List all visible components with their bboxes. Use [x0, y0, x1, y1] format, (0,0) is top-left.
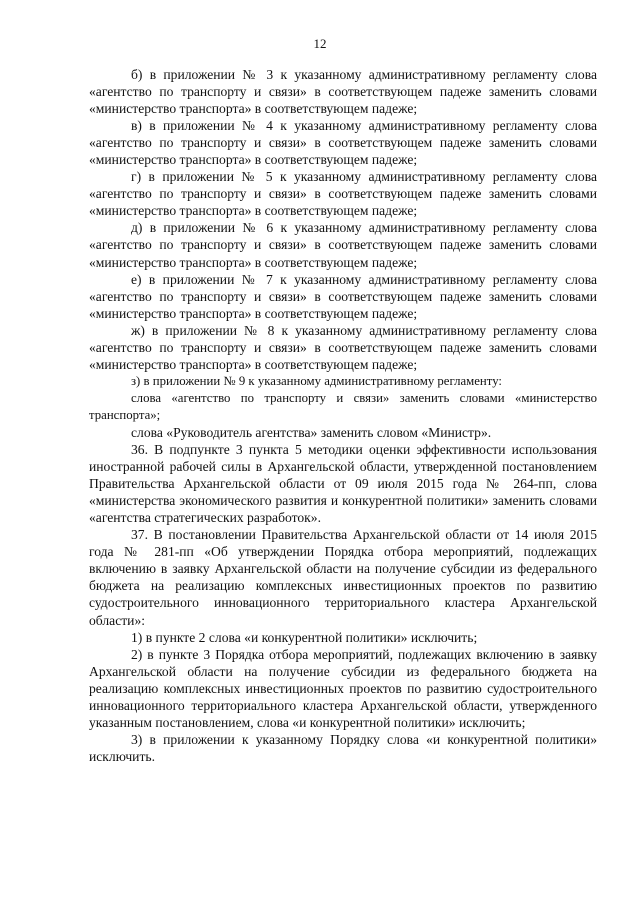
paragraph-37-item-3: 3) в приложении к указанному Порядку слова «и конкурентной политики» исключить. — [89, 731, 597, 764]
paragraph-item-d: д) в приложении № 6 к указанному административному регламенту слова «агентство по транспорту и связи» в соответствующем падеже заменить словами «министерство транспорта» в соответствующем падеже; — [89, 220, 597, 270]
paragraph-item-v: в) в приложении № 4 к указанному административному регламенту слова «агентство по транспорту и связи» в соответствующем падеже заменить словами «министерство транспорта» в соответствующем падеже; — [89, 118, 597, 168]
paragraph-37-item-1: 1) в пункте 2 слова «и конкурентной политики» исключить; — [131, 629, 478, 645]
paragraph-item-z-sub-1: слова «агентство по транспорту и связи» заменить словами «министерство транспорта»; — [89, 390, 597, 422]
paragraph-36: 36. В подпункте 3 пункта 5 методики оценки эффективности использования иностранной рабочей силы в Архангельской области, утвержденной постановлением Правительства Архангельской области от 09 июля 2015 года № 264-пп, слова «министерства экономического развития и конкурентной политики» заменить словами «агентства стратегических разработок». — [89, 442, 597, 526]
paragraph-item-zh: ж) в приложении № 8 к указанному административному регламенту слова «агентство по транспорту и связи» в соответствующем падеже заменить словами «министерство транспорта» в соответствующем падеже; — [89, 322, 597, 372]
paragraph-item-z-sub-2: слова «Руководитель агентства» заменить словом «Министр». — [131, 424, 492, 440]
paragraph-item-g: г) в приложении № 5 к указанному административному регламенту слова «агентство по транспорту и связи» в соответствующем падеже заменить словами «министерство транспорта» в соответствующем падеже; — [89, 169, 597, 219]
paragraph-37: 37. В постановлении Правительства Архангельской области от 14 июля 2015 года № 281-пп «Об утверждении Порядка отбора мероприятий, подлежащих включению в заявку Архангельской области на получение субсидии из федерального бюджета на реализацию комплексных инвестиционных проектов по развитию судостроительного инновационного территориального кластера Архангельской области»: — [89, 527, 597, 628]
document-body — [89, 66, 597, 765]
paragraph-item-e: е) в приложении № 7 к указанному административному регламенту слова «агентство по транспорту и связи» в соответствующем падеже заменить словами «министерство транспорта» в соответствующем падеже; — [89, 271, 597, 321]
paragraph-item-z: з) в приложении № 9 к указанному административному регламенту: — [131, 373, 502, 388]
paragraph-37-item-2: 2) в пункте 3 Порядка отбора мероприятий, подлежащих включению в заявку Архангельской области на получение субсидии из федерального бюджета на реализацию комплексных инвестиционных проектов по развитию судостроительного инновационного территориального кластера Архангельской области, утвержденного указанным постановлением, слова «и конкурентной политики» исключить; — [89, 646, 597, 730]
paragraph-item-b: б) в приложении № 3 к указанному административному регламенту слова «агентство по транспорту и связи» в соответствующем падеже заменить словами «министерство транспорта» в соответствующем падеже; — [89, 67, 597, 117]
page-number: 12 — [313, 36, 327, 51]
